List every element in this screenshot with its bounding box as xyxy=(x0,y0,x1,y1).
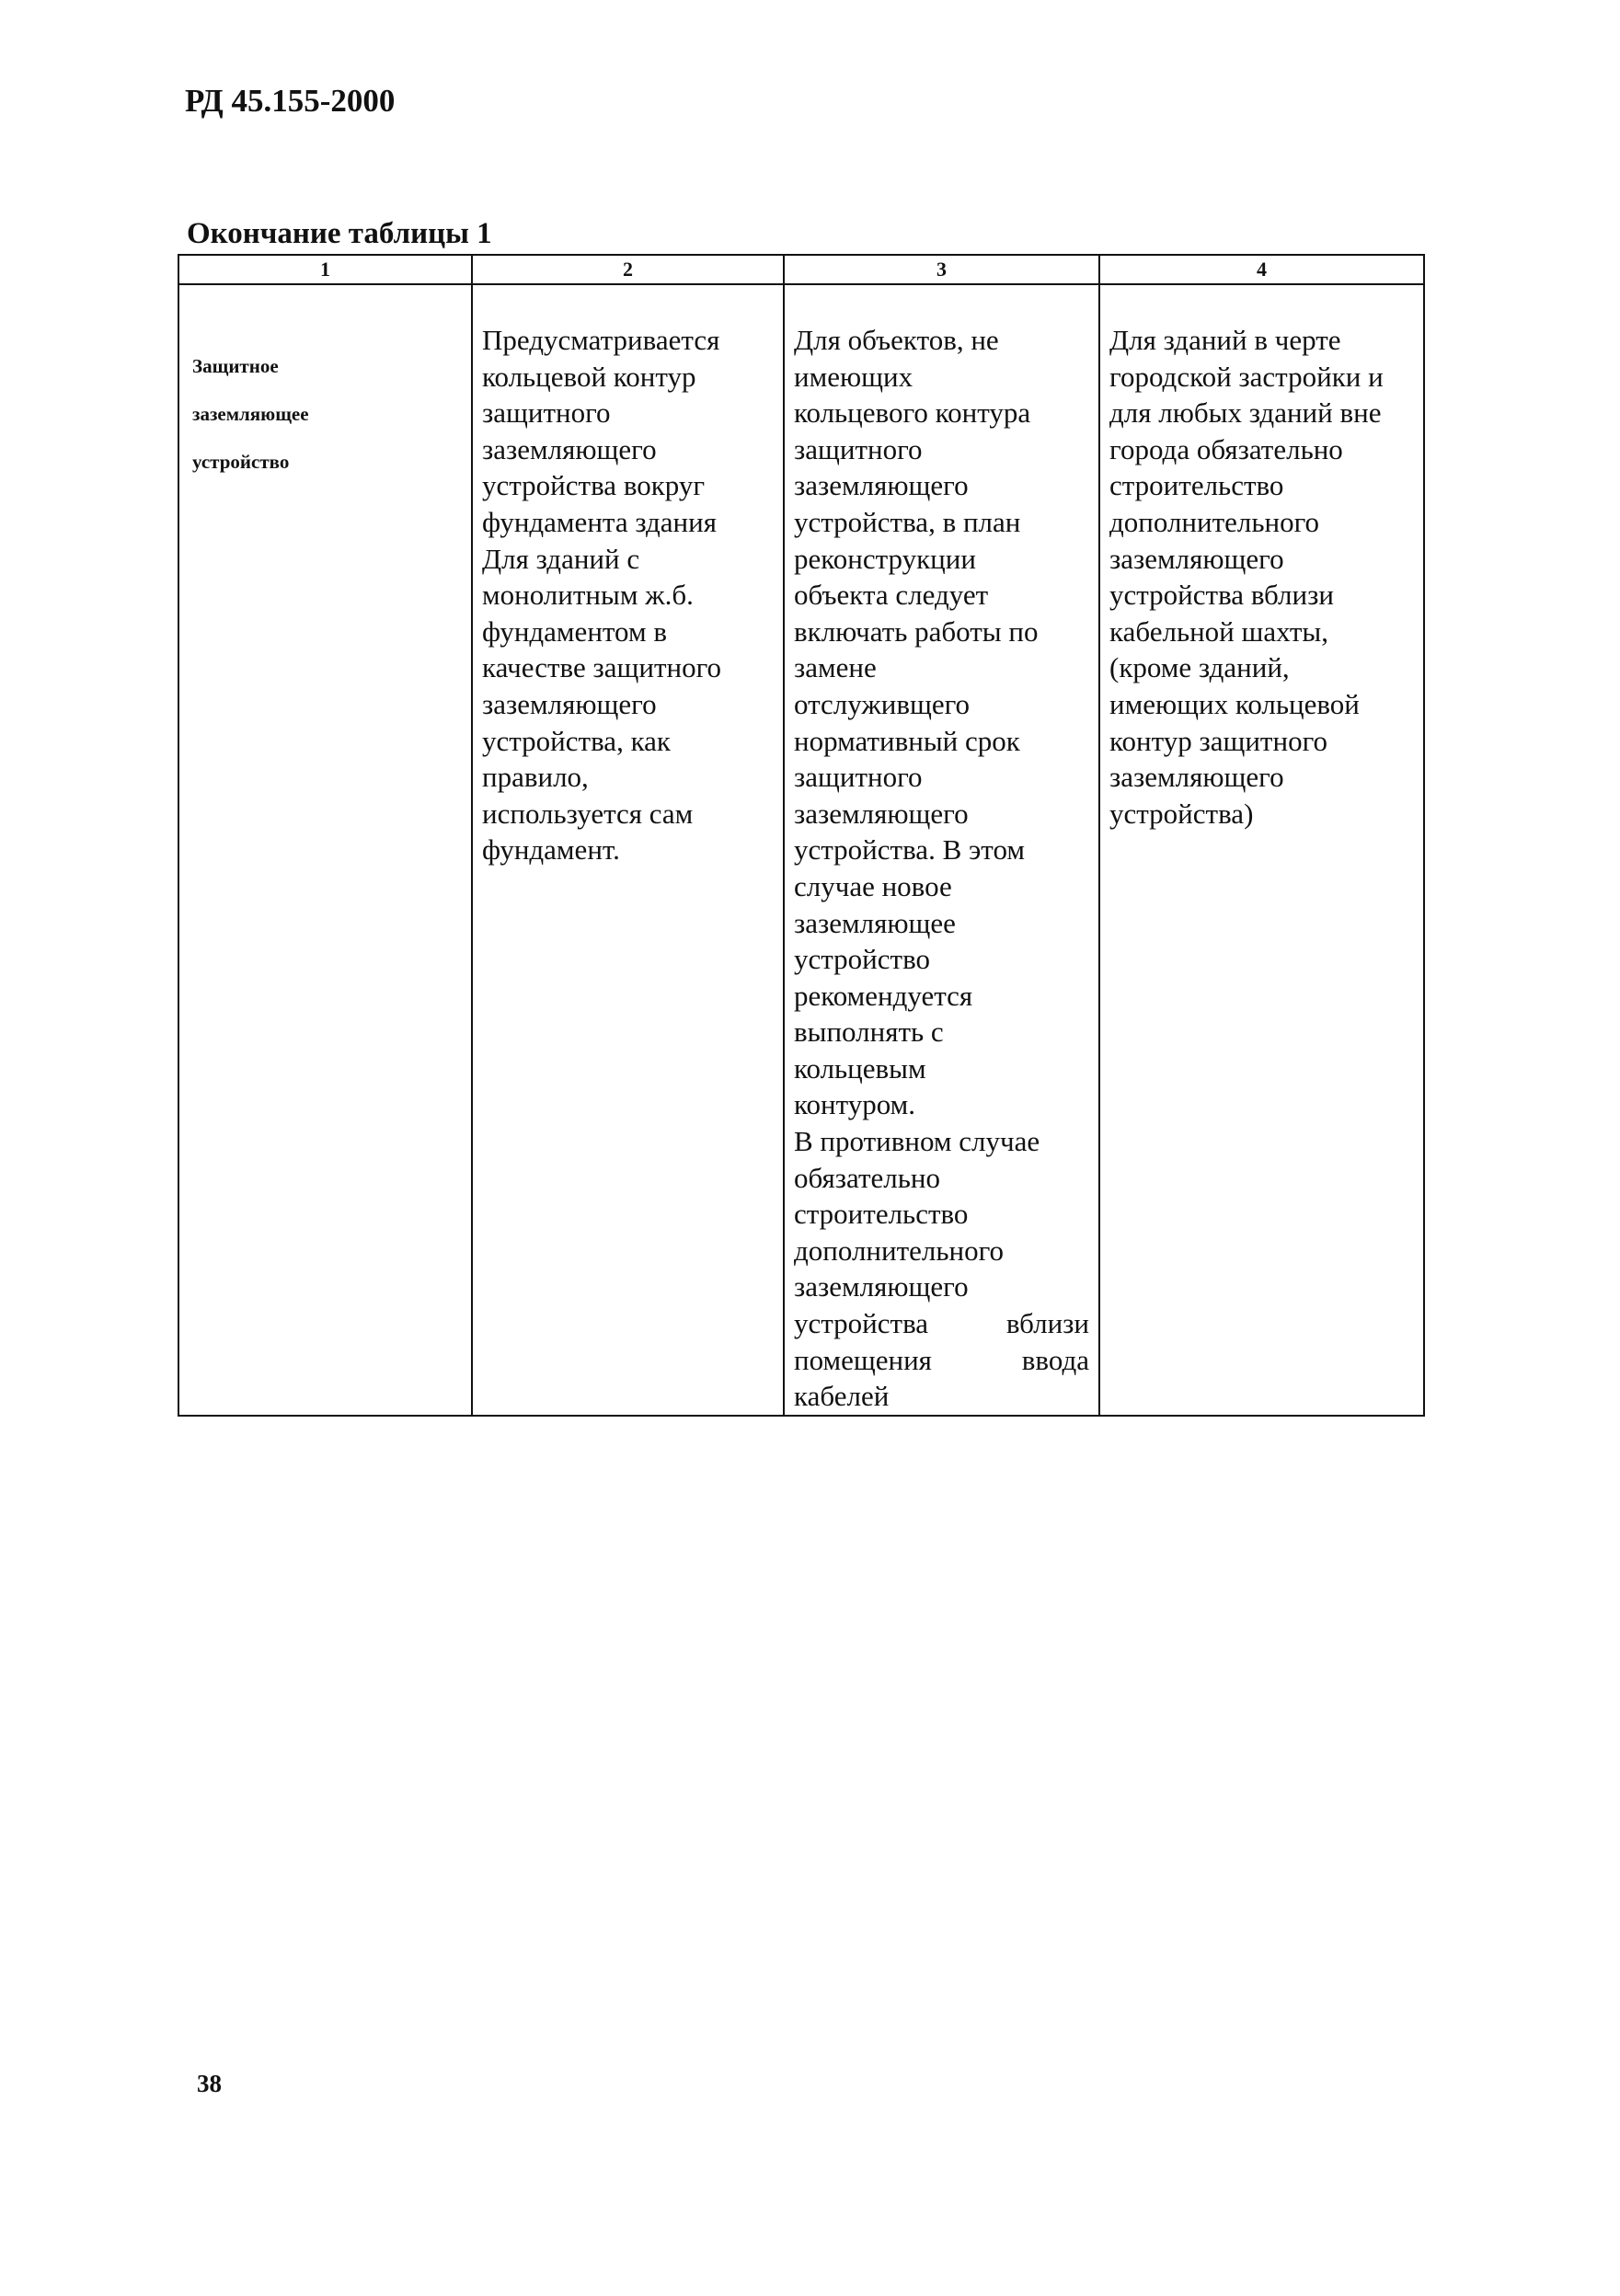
cell-line: устройства, как xyxy=(482,724,671,757)
cell-line: устройства вокруг xyxy=(482,469,706,502)
cell-line: защитного xyxy=(794,761,923,794)
cell-line: устройства вблизи xyxy=(1109,579,1334,612)
cell-line: города обязательно xyxy=(1109,432,1343,465)
cell-line: Для зданий с xyxy=(482,542,640,575)
cell-line: фундамента здания xyxy=(482,505,717,538)
cell-line: дополнительного xyxy=(794,1234,1005,1267)
table-caption: Окончание таблицы 1 xyxy=(187,217,492,250)
cell-line: реконструкции xyxy=(794,542,976,575)
cell-line: устройства вблизи xyxy=(794,1307,1089,1340)
additional-text xyxy=(1100,285,1423,832)
column-header-4: 4 xyxy=(1099,255,1424,284)
cell-line: объекта следует xyxy=(794,579,989,612)
cell-requirements xyxy=(472,284,784,1416)
cell-line: устройства, в план xyxy=(794,505,1021,538)
cell-line: кольцевой контур xyxy=(482,360,696,393)
cell-line: выполнять с xyxy=(794,1016,944,1049)
table-row xyxy=(178,284,1424,1416)
cell-line: заземляющее xyxy=(192,403,309,425)
cell-line: городской застройки и xyxy=(1109,360,1384,393)
cell-line: включать работы по xyxy=(794,614,1039,648)
cell-line: монолитным ж.б. xyxy=(482,579,694,612)
grounding-table xyxy=(178,254,1425,1417)
cell-line: кабелей xyxy=(794,1380,890,1413)
cell-line: устройства) xyxy=(1109,797,1254,830)
cell-line: для любых зданий вне xyxy=(1109,396,1382,430)
cell-line: дополнительного xyxy=(1109,505,1320,538)
document-code: РД 45.155-2000 xyxy=(185,83,396,119)
cell-line: строительство xyxy=(794,1198,969,1231)
page-number: 38 xyxy=(197,2070,222,2097)
cell-additional xyxy=(1099,284,1424,1416)
cell-line: В противном случае xyxy=(794,1125,1040,1158)
cell-line: Предусматривается xyxy=(482,324,720,356)
item-name-text xyxy=(179,285,471,476)
cell-item-name xyxy=(178,284,472,1416)
column-header-1: 1 xyxy=(178,255,472,284)
table-header-row xyxy=(178,255,1424,284)
requirements-text xyxy=(473,285,783,868)
column-header-2: 2 xyxy=(472,255,784,284)
cell-line: контуром. xyxy=(794,1088,915,1121)
cell-line: имеющих кольцевой xyxy=(1109,687,1360,720)
cell-line: Для объектов, не xyxy=(794,324,999,356)
cell-line: защитного xyxy=(794,432,923,465)
cell-line: устройство xyxy=(794,943,931,976)
cell-line: Для зданий в черте xyxy=(1109,324,1341,356)
cell-line: контур защитного xyxy=(1109,724,1328,757)
cell-reconstruction xyxy=(784,284,1099,1416)
cell-line: заземляющего xyxy=(1109,761,1284,794)
cell-line: качестве защитного xyxy=(482,651,722,684)
cell-line: устройство xyxy=(192,451,290,473)
cell-line: обязательно xyxy=(794,1161,940,1194)
cell-line: используется сам xyxy=(482,797,694,830)
cell-line: кабельной шахты, xyxy=(1109,614,1328,648)
cell-line: заземляющего xyxy=(794,469,969,502)
cell-line: фундаментом в xyxy=(482,614,667,648)
cell-line: заземляющего xyxy=(794,797,969,830)
cell-line: фундамент. xyxy=(482,833,620,867)
cell-line: рекомендуется xyxy=(794,979,973,1012)
cell-line: заземляющего xyxy=(482,687,657,720)
cell-line: помещения ввода xyxy=(794,1343,1089,1376)
reconstruction-text xyxy=(785,285,1098,1415)
cell-line: заземляющее xyxy=(794,906,956,939)
column-header-3: 3 xyxy=(784,255,1099,284)
table-container xyxy=(178,254,1423,1417)
cell-line: случае новое xyxy=(794,869,952,902)
cell-line: кольцевым xyxy=(794,1051,926,1085)
cell-line: заземляющего xyxy=(1109,542,1284,575)
cell-line: отслуживщего xyxy=(794,687,971,720)
cell-line: имеющих xyxy=(794,360,913,393)
cell-line: строительство xyxy=(1109,469,1284,502)
cell-line: заземляющего xyxy=(794,1270,969,1303)
cell-line: нормативный срок xyxy=(794,724,1020,757)
cell-line: заземляющего xyxy=(482,432,657,465)
cell-line: защитного xyxy=(482,396,611,430)
cell-line: (кроме зданий, xyxy=(1109,651,1290,684)
cell-line: кольцевого контура xyxy=(794,396,1031,430)
cell-line: замене xyxy=(794,651,877,684)
cell-line: Защитное xyxy=(192,355,279,377)
cell-line: правило, xyxy=(482,761,589,794)
cell-line: устройства. В этом xyxy=(794,833,1025,867)
